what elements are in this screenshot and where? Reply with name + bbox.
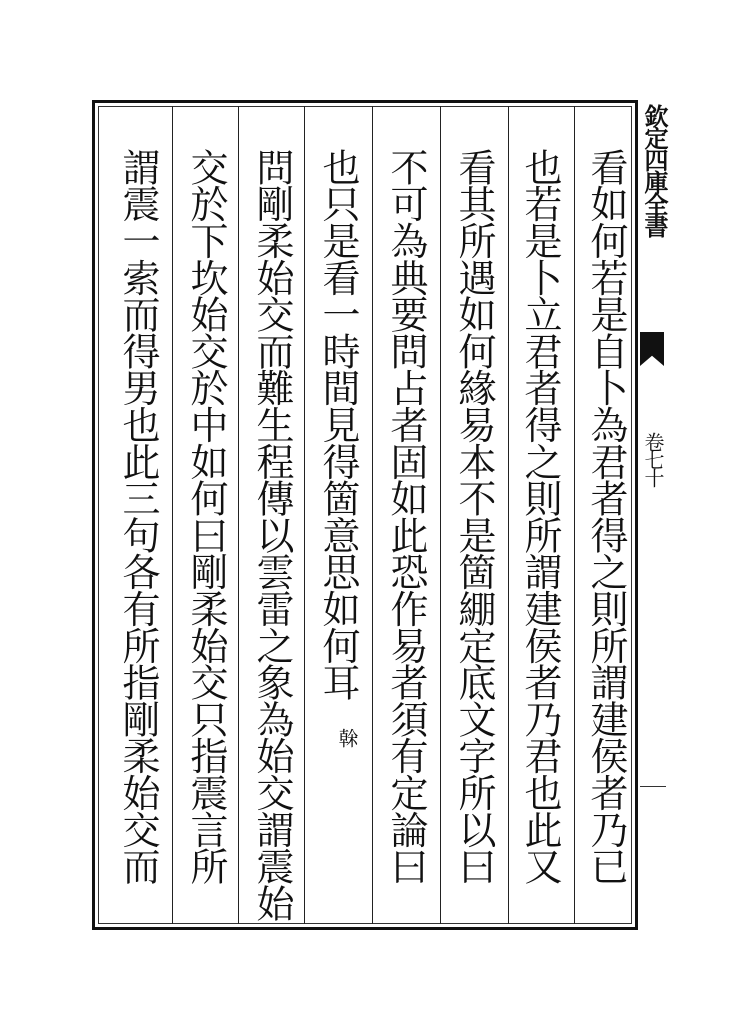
text-column-6: 問剛柔始交而難生程傳以雲雷之象為始交謂震始 (250, 148, 294, 921)
text-column-3: 看其所遇如何緣易本不是箇綳定底文字所以曰 (452, 148, 496, 885)
text-column-4: 不可為典要問占者固如此恐作易者須有定論曰 (384, 148, 428, 885)
text-column-7: 交於下坎始交於中如何曰剛柔始交只指震言所 (184, 148, 228, 885)
column-rule (440, 106, 441, 924)
text-column-5-annotation: 榦 (335, 728, 359, 748)
text-column-5: 也只是看一時間見得箇意思如何耳 (316, 148, 360, 701)
text-column-8: 謂震一索而得男也此三句各有所指剛柔始交而 (116, 148, 160, 885)
book-title: 欽定四庫全書 (640, 104, 669, 236)
column-rule (574, 106, 575, 924)
margin-rule (640, 786, 666, 787)
volume-number: 卷七十 (641, 432, 665, 486)
column-rule (372, 106, 373, 924)
column-rule (508, 106, 509, 924)
column-rule (238, 106, 239, 924)
text-column-2: 也若是卜立君者得之則所謂建侯者乃君也此又 (518, 148, 562, 885)
column-rule (172, 106, 173, 924)
column-rule (304, 106, 305, 924)
text-column-1: 看如何若是自卜為君者得之則所謂建侯者乃已 (584, 148, 628, 885)
